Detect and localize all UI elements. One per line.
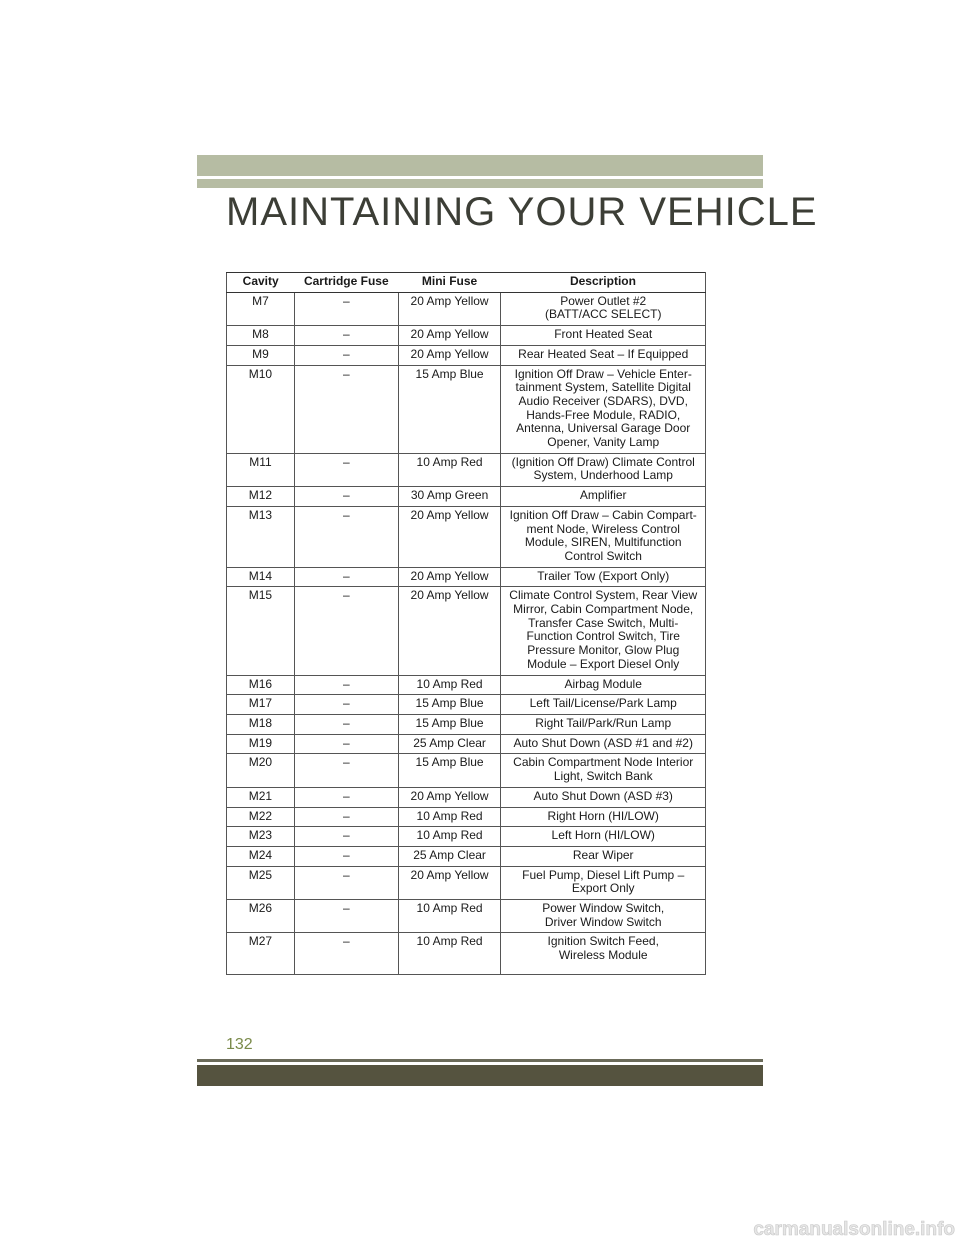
cell-cavity: M11	[227, 453, 295, 486]
cell-cavity: M17	[227, 695, 295, 715]
cell-cartridge-fuse: –	[294, 714, 398, 734]
cell-cavity: M15	[227, 587, 295, 675]
cell-description: Climate Control System, Rear View Mirror, Cabin Compartment Node, Transfer Case Switch, Multi- Function Control Switch, Tire Pressure Monitor, Glow Plug Module – Export Diesel Only	[501, 587, 706, 675]
cell-cartridge-fuse: –	[294, 787, 398, 807]
cell-mini-fuse: 10 Amp Red	[398, 807, 501, 827]
cell-cartridge-fuse: –	[294, 675, 398, 695]
cell-description: Right Tail/Park/Run Lamp	[501, 714, 706, 734]
table-row	[227, 695, 706, 715]
cell-mini-fuse: 25 Amp Clear	[398, 734, 501, 754]
cell-cavity: M21	[227, 787, 295, 807]
cell-cavity: M27	[227, 933, 295, 975]
cell-description: Airbag Module	[501, 675, 706, 695]
table-row	[227, 900, 706, 933]
cell-mini-fuse: 20 Amp Yellow	[398, 292, 501, 325]
cell-cartridge-fuse: –	[294, 487, 398, 507]
cell-description: Fuel Pump, Diesel Lift Pump – Export Only	[501, 866, 706, 899]
table-row	[227, 292, 706, 325]
cell-cartridge-fuse: –	[294, 326, 398, 346]
cell-description: Front Heated Seat	[501, 326, 706, 346]
table-body	[227, 292, 706, 975]
header-rule	[197, 179, 763, 188]
table-row	[227, 506, 706, 567]
cell-mini-fuse: 15 Amp Blue	[398, 695, 501, 715]
cell-mini-fuse: 20 Amp Yellow	[398, 506, 501, 567]
table-row	[227, 933, 706, 975]
cell-description: Auto Shut Down (ASD #1 and #2)	[501, 734, 706, 754]
cell-cavity: M9	[227, 345, 295, 365]
table-row	[227, 326, 706, 346]
cell-cavity: M22	[227, 807, 295, 827]
cell-cavity: M13	[227, 506, 295, 567]
cell-mini-fuse: 20 Amp Yellow	[398, 345, 501, 365]
watermark	[0, 1215, 960, 1242]
cell-cartridge-fuse: –	[294, 453, 398, 486]
cell-cartridge-fuse: –	[294, 900, 398, 933]
cell-description: (Ignition Off Draw) Climate Control System, Underhood Lamp	[501, 453, 706, 486]
table-row	[227, 734, 706, 754]
cell-cavity: M24	[227, 846, 295, 866]
cell-cavity: M10	[227, 365, 295, 453]
table-row	[227, 487, 706, 507]
cell-description: Right Horn (HI/LOW)	[501, 807, 706, 827]
cell-mini-fuse: 30 Amp Green	[398, 487, 501, 507]
cell-cavity: M16	[227, 675, 295, 695]
cell-description: Trailer Tow (Export Only)	[501, 567, 706, 587]
table-row	[227, 866, 706, 899]
cell-mini-fuse: 20 Amp Yellow	[398, 866, 501, 899]
section-title: MAINTAINING YOUR VEHICLE	[226, 190, 818, 234]
cell-cartridge-fuse: –	[294, 695, 398, 715]
cell-cavity: M25	[227, 866, 295, 899]
table-header-row	[227, 273, 706, 293]
cell-description: Left Tail/License/Park Lamp	[501, 695, 706, 715]
cell-cartridge-fuse: –	[294, 734, 398, 754]
cell-mini-fuse: 20 Amp Yellow	[398, 587, 501, 675]
cell-description: Auto Shut Down (ASD #3)	[501, 787, 706, 807]
cell-cartridge-fuse: –	[294, 506, 398, 567]
cell-mini-fuse: 10 Amp Red	[398, 827, 501, 847]
cell-description: Cabin Compartment Node Interior Light, Switch Bank	[501, 754, 706, 787]
cell-description: Power Outlet #2 (BATT/ACC SELECT)	[501, 292, 706, 325]
table-row	[227, 453, 706, 486]
cell-description: Left Horn (HI/LOW)	[501, 827, 706, 847]
cell-cavity: M19	[227, 734, 295, 754]
table-row	[227, 567, 706, 587]
table-row	[227, 754, 706, 787]
cell-cartridge-fuse: –	[294, 807, 398, 827]
watermark-logo	[0, 1215, 960, 1242]
footer-rule	[197, 1059, 763, 1062]
cell-cartridge-fuse: –	[294, 587, 398, 675]
cell-cartridge-fuse: –	[294, 846, 398, 866]
cell-cavity: M20	[227, 754, 295, 787]
column-header-cavity: Cavity	[227, 273, 295, 293]
cell-cavity: M18	[227, 714, 295, 734]
cell-cartridge-fuse: –	[294, 866, 398, 899]
fuse-table	[226, 272, 706, 975]
cell-cavity: M14	[227, 567, 295, 587]
table-row	[227, 587, 706, 675]
cell-mini-fuse: 15 Amp Blue	[398, 365, 501, 453]
cell-cavity: M23	[227, 827, 295, 847]
table-row	[227, 365, 706, 453]
cell-cartridge-fuse: –	[294, 567, 398, 587]
header-band	[197, 155, 763, 176]
cell-cavity: M26	[227, 900, 295, 933]
cell-description: Power Window Switch, Driver Window Switch	[501, 900, 706, 933]
cell-cavity: M8	[227, 326, 295, 346]
cell-cartridge-fuse: –	[294, 754, 398, 787]
table-row	[227, 345, 706, 365]
cell-mini-fuse: 10 Amp Red	[398, 933, 501, 975]
cell-cartridge-fuse: –	[294, 827, 398, 847]
column-header-description: Description	[501, 273, 706, 293]
cell-cartridge-fuse: –	[294, 345, 398, 365]
cell-mini-fuse: 10 Amp Red	[398, 675, 501, 695]
cell-mini-fuse: 15 Amp Blue	[398, 714, 501, 734]
table-row	[227, 787, 706, 807]
cell-description: Ignition Off Draw – Cabin Compart- ment Node, Wireless Control Module, SIREN, Multifunction Control Switch	[501, 506, 706, 567]
cell-cavity: M7	[227, 292, 295, 325]
column-header-mini-fuse: Mini Fuse	[398, 273, 501, 293]
cell-description: Rear Heated Seat – If Equipped	[501, 345, 706, 365]
footer-band	[197, 1065, 763, 1086]
cell-description: Rear Wiper	[501, 846, 706, 866]
cell-cartridge-fuse: –	[294, 933, 398, 975]
table-row	[227, 807, 706, 827]
column-header-cartridge-fuse: Cartridge Fuse	[294, 273, 398, 293]
cell-description: Ignition Off Draw – Vehicle Enter- tainment System, Satellite Digital Audio Receiver (SDARS), DVD, Hands-Free Module, RADIO, Antenna, Universal Garage Door Opener, Vanity Lamp	[501, 365, 706, 453]
page-number: 132	[226, 1036, 253, 1053]
cell-mini-fuse: 20 Amp Yellow	[398, 787, 501, 807]
table-row	[227, 714, 706, 734]
cell-cartridge-fuse: –	[294, 292, 398, 325]
svg-text:carmanualsonline.info: carmanualsonline.info	[753, 1219, 955, 1240]
cell-cartridge-fuse: –	[294, 365, 398, 453]
cell-mini-fuse: 10 Amp Red	[398, 453, 501, 486]
cell-description: Ignition Switch Feed, Wireless Module	[501, 933, 706, 975]
cell-mini-fuse: 25 Amp Clear	[398, 846, 501, 866]
cell-mini-fuse: 15 Amp Blue	[398, 754, 501, 787]
cell-description: Amplifier	[501, 487, 706, 507]
table-row	[227, 675, 706, 695]
table-row	[227, 827, 706, 847]
cell-mini-fuse: 20 Amp Yellow	[398, 326, 501, 346]
cell-mini-fuse: 20 Amp Yellow	[398, 567, 501, 587]
table-row	[227, 846, 706, 866]
cell-mini-fuse: 10 Amp Red	[398, 900, 501, 933]
cell-cavity: M12	[227, 487, 295, 507]
